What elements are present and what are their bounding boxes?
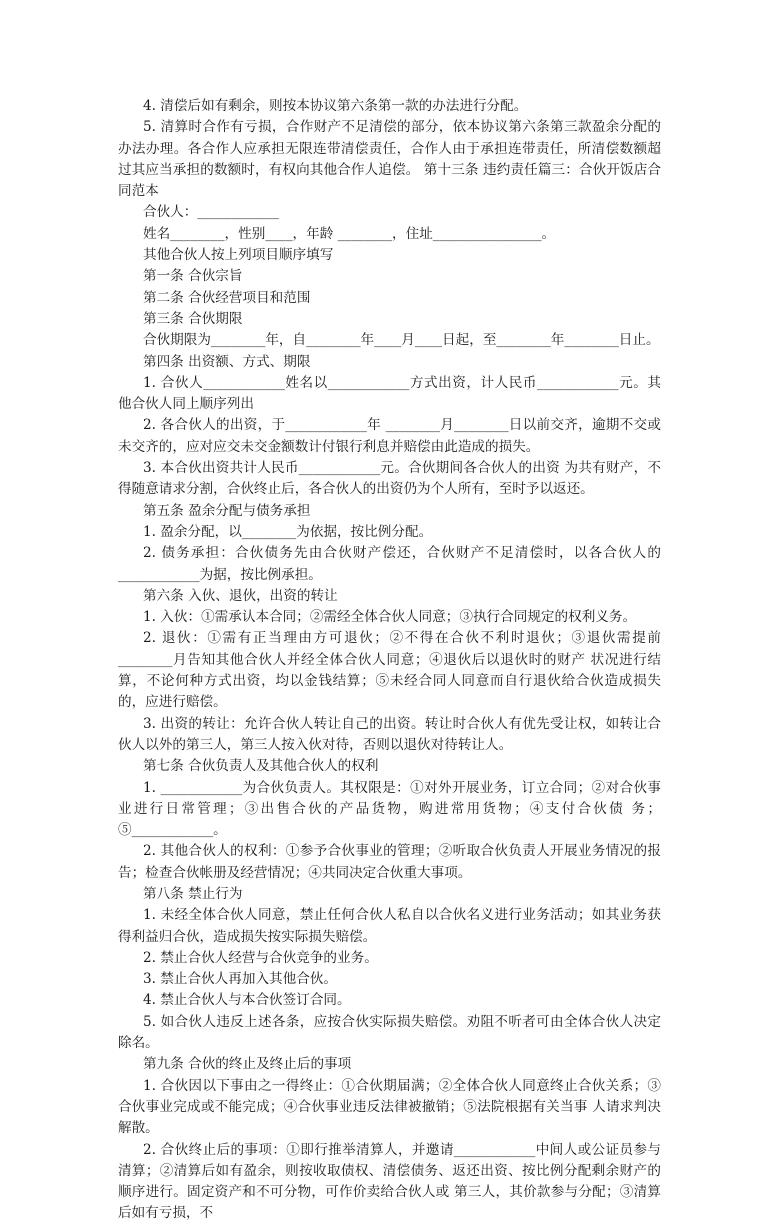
paragraph: 第八条 禁止行为 — [143, 885, 243, 902]
paragraph: 合伙期限为________年，自________年____月____日起，至________年________日止。 — [143, 332, 660, 349]
paragraph: 5. 如合伙人违反上述各条，应按合伙实际损失赔偿。劝阻不听者可由全体合伙人决定除名。 — [118, 1013, 661, 1052]
paragraph: 1. ____________为合伙负责人。其权限是：①对外开展业务，订立合同；②对合伙事业进行日常管理；③出售合伙的产品货物，购进常用货物；④支付合伙债 务；⑤____________。 — [118, 779, 661, 839]
paragraph: 1. 合伙因以下事由之一得终止：①合伙期届满；②全体合伙人同意终止合伙关系；③合伙事业完成或不能完成；④合伙事业违反法律被撤销；⑤法院根据有关当事 人请求判决解散。 — [118, 1077, 661, 1137]
paragraph: 2. 其他合伙人的权利：①参予合伙事业的管理；②听取合伙负责人开展业务情况的报告；检查合伙帐册及经营情况；④共同决定合伙重大事项。 — [118, 843, 661, 881]
paragraph: 1. 合伙人____________姓名以____________方式出资，计人民币____________元。其他合伙人同上顺序列出 — [118, 374, 661, 413]
paragraph: 2. 各合伙人的出资，于____________年 ________月________日以前交齐，逾期不交或未交齐的，应对应交未交金额数计付银行利息并赔偿由此造成的损失。 — [118, 417, 661, 455]
paragraph: 4. 清偿后如有剩余，则按本协议第六条第一款的办法进行分配。 — [143, 98, 528, 114]
paragraph: 2. 债务承担：合伙债务先由合伙财产偿还，合伙财产不足清偿时，以各合伙人的____________为据，按比例承担。 — [118, 545, 661, 583]
paragraph: 3. 禁止合伙人再加入其他合伙。 — [143, 971, 338, 988]
paragraph: 第三条 合伙期限 — [143, 310, 243, 327]
paragraph: 合伙人：____________ — [143, 204, 279, 221]
paragraph: 1. 未经全体合伙人同意，禁止任何合伙人私自以合伙名义进行业务活动；如其业务获得利益归合伙，造成损失按实际损失赔偿。 — [118, 907, 661, 945]
paragraph: 3. 本合伙出资共计人民币____________元。合伙期间各合伙人的出资 为共有财产，不得随意请求分割，合伙终止后，各合伙人的出资仍为个人所有，至时予以返还。 — [118, 460, 661, 498]
paragraph: 2. 合伙终止后的事项：①即行推举清算人，并邀请____________中间人或公证员参与清算；②清算后如有盈余，则按收取债权、清偿债务、返还出资、按比例分配剩余财产的顺序进行。固定资产和不可分物，可作价卖给合伙人或 第三人，其价款参与分配；③清算后如有亏损，不 — [118, 1141, 661, 1222]
paragraph: 3. 出资的转让：允许合伙人转让自己的出资。转让时合伙人有优先受让权，如转让合伙人以外的第三人，第三人按入伙对待，否则以退伙对待转让人。 — [118, 715, 661, 753]
paragraph: 第四条 出资额、方式、期限 — [143, 353, 311, 370]
paragraph: 2. 退伙：①需有正当理由方可退伙；②不得在合伙不利时退伙；③退伙需提前________月告知其他合伙人并经全体合伙人同意；④退伙后以退伙时的财产 状况进行结算，不论何种方式出资，均以金钱结算；⑤未经合同人同意而自行退伙给合伙造成损失的，应进行赔偿。 — [118, 630, 661, 711]
paragraph: 姓名________，性别____，年龄 ________，住址________________。 — [143, 225, 556, 242]
paragraph: 第五条 盈余分配与债务承担 — [143, 502, 311, 519]
paragraph: 第六条 入伙、退伙，出资的转让 — [143, 587, 338, 604]
paragraph: 2. 禁止合伙人经营与合伙竞争的业务。 — [143, 949, 378, 966]
paragraph: 第一条 合伙宗旨 — [143, 268, 243, 285]
paragraph: 其他合伙人按上列项目顺序填写 — [143, 247, 334, 264]
paragraph: 1. 盈余分配，以________为依据，按比例分配。 — [143, 523, 433, 540]
paragraph: 4. 禁止合伙人与本合伙签订合同。 — [143, 992, 351, 1009]
paragraph: 第二条 合伙经营项目和范围 — [143, 289, 311, 306]
paragraph: 第九条 合伙的终止及终止后的事项 — [143, 1056, 352, 1073]
paragraph: 第七条 合伙负责人及其他合伙人的权利 — [143, 758, 379, 775]
paragraph: 1. 入伙：①需承认本合同；②需经全体合伙人同意；③执行合同规定的权利义务。 — [143, 609, 637, 626]
paragraph: 5. 清算时合作有亏损，合作财产不足清偿的部分，依本协议第六条第三款盈余分配的办法办理。各合作人应承担无限连带清偿责任，合作人由于承担连带责任，所清偿数额超过其应当承担的数额时，有权向其他合作人追偿。 第十三条 违约责任篇三：合伙开饭店合同范本 — [118, 119, 661, 200]
document-page — [118, 96, 661, 1225]
